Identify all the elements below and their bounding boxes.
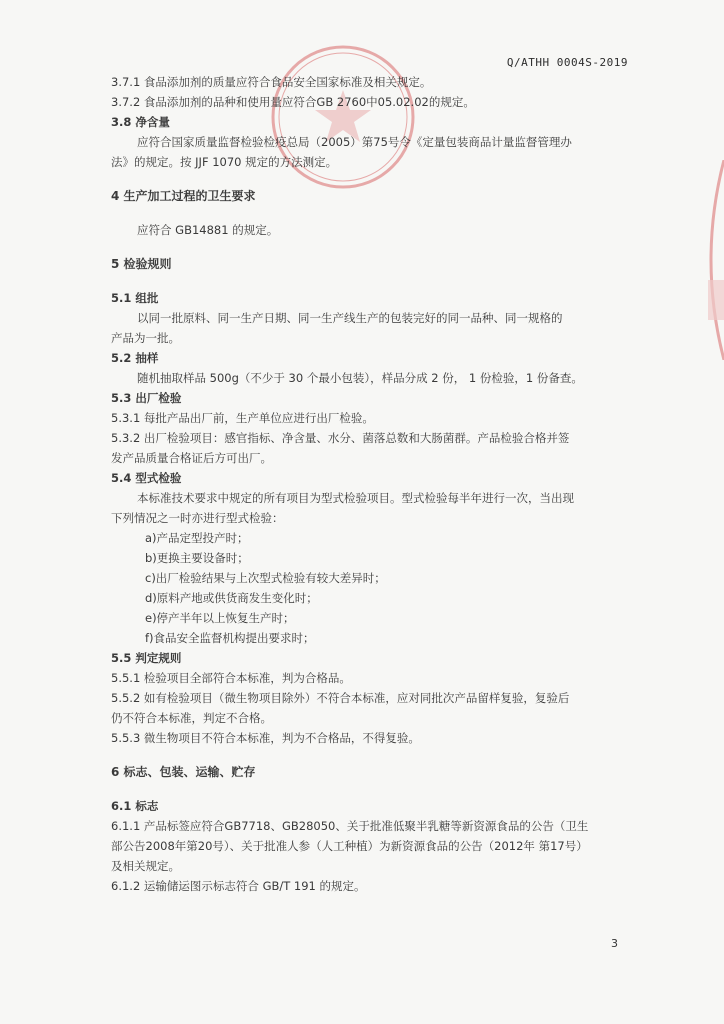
- clause-6-1-1: 6.1.1 产品标签应符合GB7718、GB28050、关于批准低聚半乳糖等新资源食品的公告（卫生: [111, 819, 589, 833]
- clause-5-5-1: 5.5.1 检验项目全部符合本标准，判为合格品。: [111, 671, 351, 685]
- document-body: [111, 72, 619, 896]
- clause-5-5-2: 5.5.2 如有检验项目（微生物项目除外）不符合本标准，应对同批次产品留样复验，复验后: [111, 691, 570, 705]
- paragraph-line: 随机抽取样品 500g（不少于 30 个最小包装），样品分成 2 份， 1 份检验，1 份备查。: [137, 371, 583, 385]
- clause-5-3-1: 5.3.1 每批产品出厂前，生产单位应进行出厂检验。: [111, 411, 374, 425]
- paragraph-line: 法》的规定。按 JJF 1070 规定的方法测定。: [111, 155, 338, 169]
- heading-6-1: 6.1 标志: [111, 799, 159, 813]
- heading-section-4: 4 生产加工过程的卫生要求: [111, 189, 256, 203]
- list-item: d)原料产地或供货商发生变化时；: [145, 591, 318, 605]
- heading-section-6: 6 标志、包装、运输、贮存: [111, 765, 256, 779]
- clause-5-5-3: 5.5.3 微生物项目不符合本标准，判为不合格品，不得复验。: [111, 731, 420, 745]
- clause-5-3-2: 5.3.2 出厂检验项目：感官指标、净含量、水分、菌落总数和大肠菌群。产品检验合格并签: [111, 431, 570, 445]
- paragraph-line: 产品为一批。: [111, 331, 180, 345]
- heading-5-2: 5.2 抽样: [111, 351, 159, 365]
- list-item: a)产品定型投产时；: [145, 531, 249, 545]
- list-item: c)出厂检验结果与上次型式检验有较大差异时；: [145, 571, 386, 585]
- clause-3-7-1: 3.7.1 食品添加剂的质量应符合食品安全国家标准及相关规定。: [111, 75, 432, 89]
- heading-section-5: 5 检验规则: [111, 257, 172, 271]
- clause-6-1-2: 6.1.2 运输储运图示标志符合 GB/T 191 的规定。: [111, 879, 366, 893]
- list-item: b)更换主要设备时；: [145, 551, 249, 565]
- edge-seal-stamp: [698, 160, 724, 360]
- paragraph-line: 本标准技术要求中规定的所有项目为型式检验项目。型式检验每半年进行一次，当出现: [137, 491, 574, 505]
- paragraph-line: 仍不符合本标准，判定不合格。: [111, 711, 272, 725]
- document-code: Q/ATHH 0004S-2019: [506, 56, 628, 69]
- paragraph-line: 应符合国家质量监督检验检疫总局（2005）第75号令《定量包装商品计量监督管理办: [137, 135, 572, 149]
- heading-5-3: 5.3 出厂检验: [111, 391, 182, 405]
- paragraph-line: 以同一批原料、同一生产日期、同一生产线生产的包装完好的同一品种、同一规格的: [137, 311, 563, 325]
- paragraph-line: 及相关规定。: [111, 859, 180, 873]
- list-item: f)食品安全监督机构提出要求时；: [145, 631, 315, 645]
- clause-3-7-2: 3.7.2 食品添加剂的品种和使用量应符合GB 2760中05.02.02的规定。: [111, 95, 475, 109]
- paragraph-line: 发产品质量合格证后方可出厂。: [111, 451, 272, 465]
- heading-5-1: 5.1 组批: [111, 291, 159, 305]
- page-number: 3: [611, 937, 618, 950]
- paragraph-line: 应符合 GB14881 的规定。: [137, 223, 279, 237]
- heading-5-5: 5.5 判定规则: [111, 651, 182, 665]
- heading-5-4: 5.4 型式检验: [111, 471, 182, 485]
- heading-3-8: 3.8 净含量: [111, 115, 170, 129]
- list-item: e)停产半年以上恢复生产时；: [145, 611, 295, 625]
- paragraph-line: 部公告2008年第20号）、关于批准人参（人工种植）为新资源食品的公告（2012年 第17号）: [111, 839, 588, 853]
- paragraph-line: 下列情况之一时亦进行型式检验：: [111, 511, 284, 525]
